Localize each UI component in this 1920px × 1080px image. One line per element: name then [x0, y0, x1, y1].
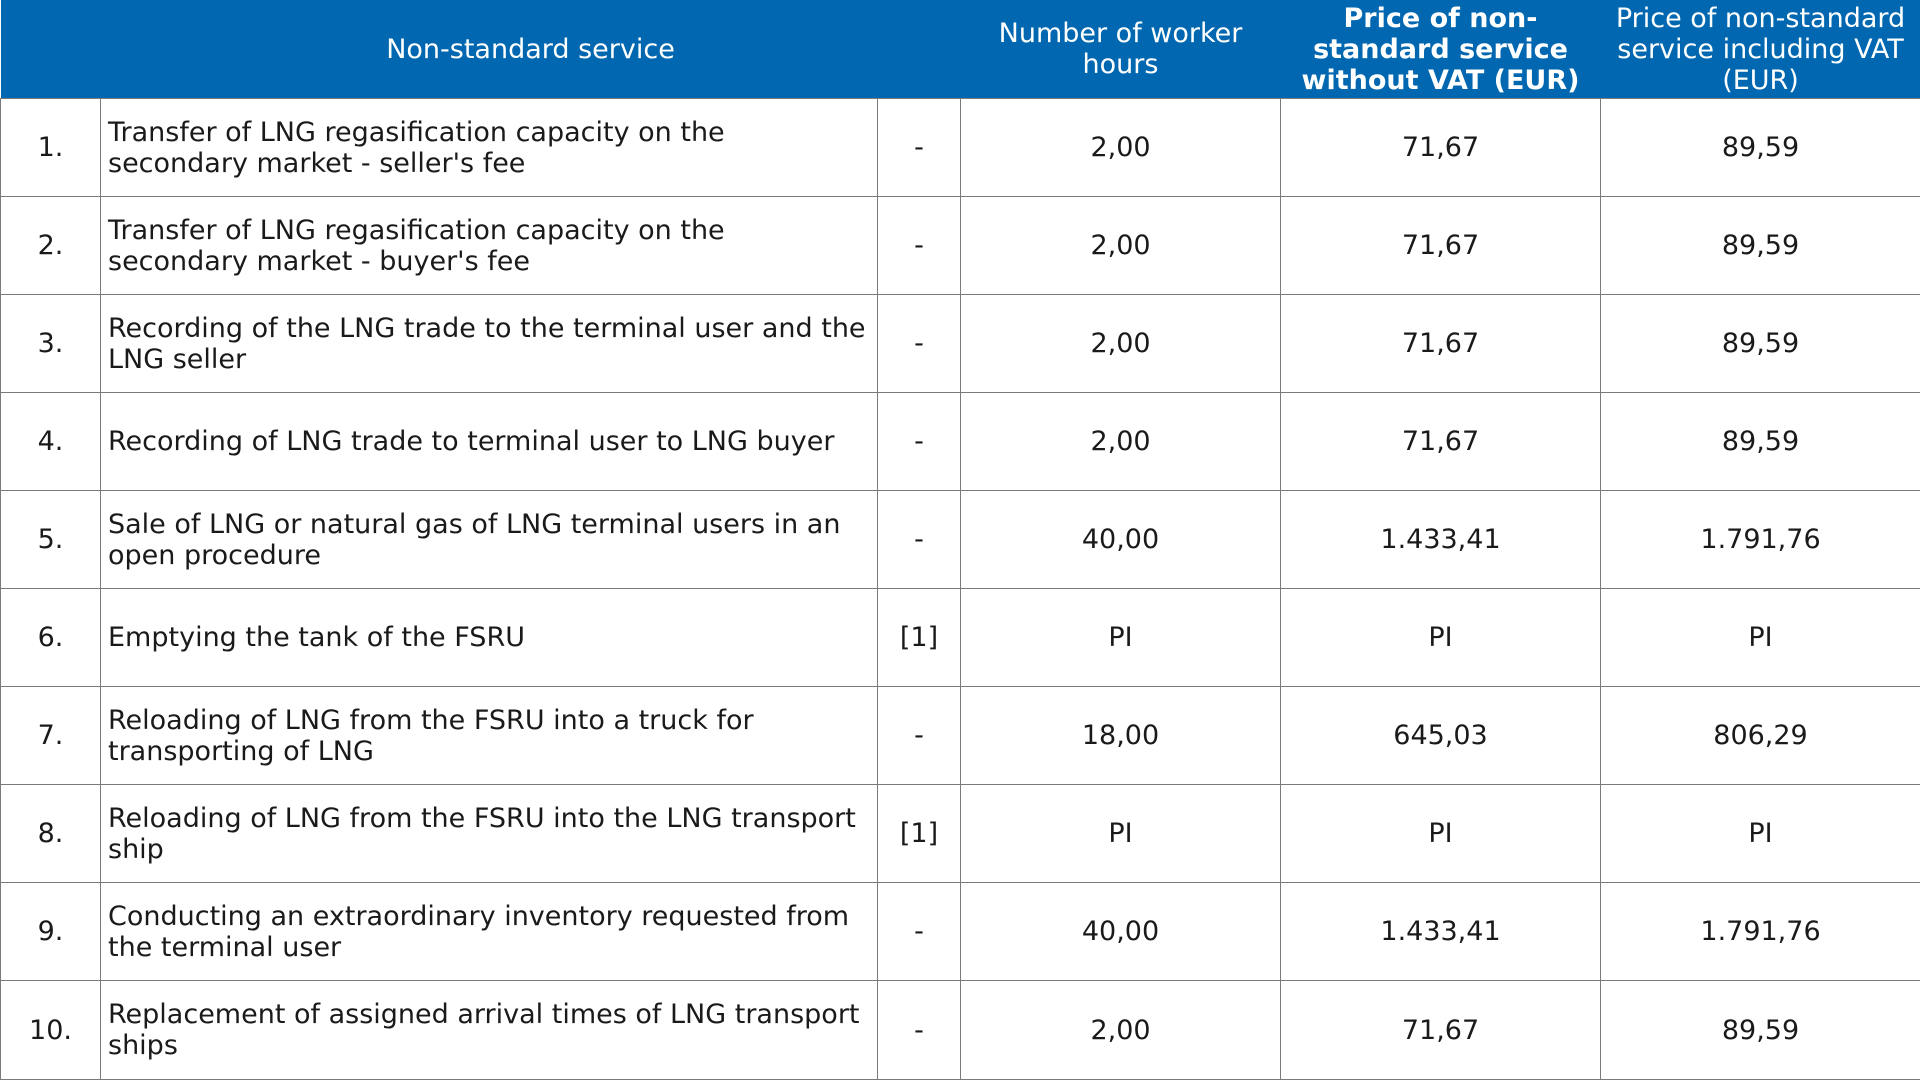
table-row [1, 295, 1920, 393]
price-including-vat: 89,59 [1601, 99, 1920, 197]
row-number: 8. [1, 785, 101, 883]
service-note: - [878, 687, 961, 785]
service-note: - [878, 99, 961, 197]
row-number: 10. [1, 981, 101, 1080]
service-note: - [878, 491, 961, 589]
header-price-without-vat: Price of non-standard service without VAT (EUR) [1281, 0, 1601, 99]
table-header-row [1, 0, 1920, 99]
header-service: Non-standard service [101, 0, 961, 99]
table-row [1, 785, 1920, 883]
worker-hours: 2,00 [961, 295, 1281, 393]
worker-hours: PI [961, 785, 1281, 883]
worker-hours: 2,00 [961, 99, 1281, 197]
price-without-vat: 71,67 [1281, 981, 1601, 1080]
service-description: Sale of LNG or natural gas of LNG terminal users in an open procedure [101, 491, 878, 589]
worker-hours: PI [961, 589, 1281, 687]
service-note: - [878, 393, 961, 491]
price-including-vat: PI [1601, 589, 1920, 687]
service-description: Reloading of LNG from the FSRU into the LNG transport ship [101, 785, 878, 883]
price-including-vat: 89,59 [1601, 197, 1920, 295]
worker-hours: 18,00 [961, 687, 1281, 785]
price-including-vat: PI [1601, 785, 1920, 883]
service-description: Recording of the LNG trade to the terminal user and the LNG seller [101, 295, 878, 393]
price-without-vat: 71,67 [1281, 393, 1601, 491]
price-without-vat: 71,67 [1281, 197, 1601, 295]
table-row [1, 197, 1920, 295]
table-row [1, 883, 1920, 981]
service-description: Emptying the tank of the FSRU [101, 589, 878, 687]
row-number: 5. [1, 491, 101, 589]
price-including-vat: 1.791,76 [1601, 883, 1920, 981]
row-number: 6. [1, 589, 101, 687]
row-number: 1. [1, 99, 101, 197]
service-description: Transfer of LNG regasification capacity on the secondary market - seller's fee [101, 99, 878, 197]
price-without-vat: 71,67 [1281, 99, 1601, 197]
price-including-vat: 89,59 [1601, 981, 1920, 1080]
price-without-vat: PI [1281, 589, 1601, 687]
worker-hours: 2,00 [961, 981, 1281, 1080]
worker-hours: 2,00 [961, 197, 1281, 295]
service-description: Recording of LNG trade to terminal user to LNG buyer [101, 393, 878, 491]
price-without-vat: PI [1281, 785, 1601, 883]
table-body [1, 99, 1920, 1080]
row-number: 3. [1, 295, 101, 393]
price-including-vat: 89,59 [1601, 393, 1920, 491]
table-row [1, 393, 1920, 491]
header-worker-hours: Number of worker hours [961, 0, 1281, 99]
service-description: Conducting an extraordinary inventory requested from the terminal user [101, 883, 878, 981]
table-row [1, 99, 1920, 197]
table-row [1, 981, 1920, 1080]
table-row [1, 589, 1920, 687]
price-including-vat: 1.791,76 [1601, 491, 1920, 589]
row-number: 7. [1, 687, 101, 785]
service-note: - [878, 295, 961, 393]
header-price-including-vat: Price of non-standard service including VAT (EUR) [1601, 0, 1920, 99]
service-note: - [878, 883, 961, 981]
price-without-vat: 1.433,41 [1281, 491, 1601, 589]
worker-hours: 40,00 [961, 491, 1281, 589]
row-number: 9. [1, 883, 101, 981]
price-including-vat: 89,59 [1601, 295, 1920, 393]
table-row [1, 491, 1920, 589]
service-note: - [878, 981, 961, 1080]
row-number: 4. [1, 393, 101, 491]
price-without-vat: 645,03 [1281, 687, 1601, 785]
worker-hours: 2,00 [961, 393, 1281, 491]
price-including-vat: 806,29 [1601, 687, 1920, 785]
header-number [1, 0, 101, 99]
service-description: Reloading of LNG from the FSRU into a truck for transporting of LNG [101, 687, 878, 785]
table-row [1, 687, 1920, 785]
service-note: [1] [878, 589, 961, 687]
service-description: Replacement of assigned arrival times of LNG transport ships [101, 981, 878, 1080]
service-note: [1] [878, 785, 961, 883]
worker-hours: 40,00 [961, 883, 1281, 981]
service-note: - [878, 197, 961, 295]
price-without-vat: 1.433,41 [1281, 883, 1601, 981]
price-without-vat: 71,67 [1281, 295, 1601, 393]
row-number: 2. [1, 197, 101, 295]
service-description: Transfer of LNG regasification capacity on the secondary market - buyer's fee [101, 197, 878, 295]
